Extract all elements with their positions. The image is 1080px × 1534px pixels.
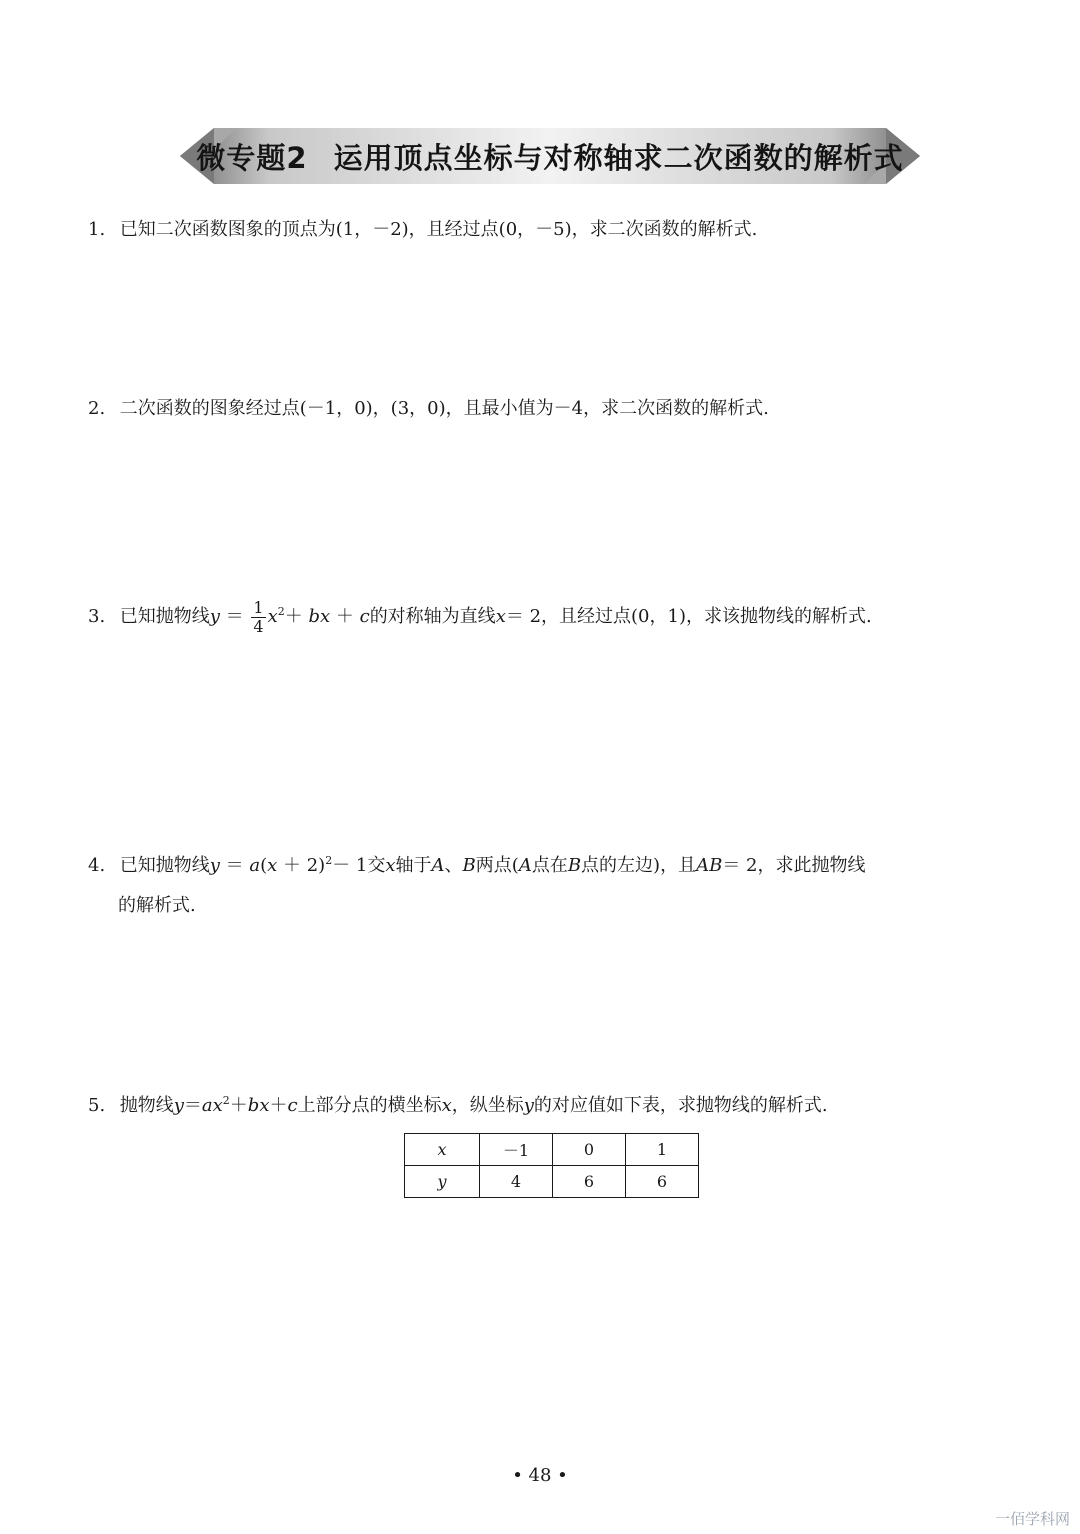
question-number: 5. [88, 1095, 106, 1116]
value-table [404, 1133, 699, 1198]
text-segment: 上部分点的横坐标 [297, 1095, 442, 1116]
table-cell: －1 [480, 1134, 553, 1166]
text-segment: ＋ 2) [277, 855, 326, 876]
text-segment: 轴于 [395, 855, 432, 876]
table-cell: 4 [480, 1166, 553, 1198]
exponent: 2 [277, 605, 285, 618]
math-var: AB [696, 855, 723, 876]
question-number: 4. [88, 855, 106, 876]
question-3 [88, 597, 872, 637]
text-segment: ＝ 2，且经过点(0，1)，求该抛物线的解析式. [505, 606, 872, 627]
fraction-numerator: 1 [253, 597, 264, 617]
math-var: bx [308, 606, 331, 627]
title-banner [180, 120, 920, 192]
text-segment: 的对称轴为直线 [369, 606, 496, 627]
text-segment: ＋ [284, 606, 309, 627]
question-continuation: 的解析式. [118, 895, 196, 916]
question-1 [88, 210, 757, 250]
math-var: c [287, 1095, 298, 1116]
math-var: x [495, 606, 506, 627]
math-var: bx [247, 1095, 270, 1116]
question-number: 2. [88, 398, 106, 419]
math-var: x [267, 855, 278, 876]
text-segment: 点在 [531, 855, 568, 876]
math-var: ax [201, 1095, 223, 1116]
page-number: • 48 • [512, 1465, 568, 1486]
text-segment: ＝ [219, 855, 250, 876]
text-segment: ( [260, 855, 268, 876]
math-var: A [518, 855, 532, 876]
text-segment: 已知抛物线 [119, 855, 210, 876]
math-var: c [359, 606, 370, 627]
text-segment: ＋ [330, 606, 360, 627]
exponent: 2 [222, 1094, 230, 1107]
math-var: y [523, 1095, 534, 1116]
table-row [405, 1166, 699, 1198]
text-segment: 点的左边)，且 [581, 855, 697, 876]
watermark: 一佰学科网 [994, 1510, 1070, 1528]
math-var: x [441, 1095, 452, 1116]
text-segment: ，纵坐标 [451, 1095, 524, 1116]
text-segment: － 1交 [332, 855, 386, 876]
text-segment: ＝ 2，求此抛物线 [722, 855, 866, 876]
math-var: A [431, 855, 445, 876]
math-var: a [249, 855, 261, 876]
exponent: 2 [325, 854, 333, 867]
math-var: x [267, 606, 278, 627]
text-segment: ＝ [183, 1095, 202, 1116]
question-4 [88, 846, 866, 926]
table-cell: 6 [553, 1166, 626, 1198]
text-segment: 两点( [475, 855, 519, 876]
question-text: 二次函数的图象经过点(－1，0)，(3，0)，且最小值为－4，求二次函数的解析式. [119, 398, 769, 419]
math-var: y [209, 855, 220, 876]
text-segment: 、 [444, 855, 463, 876]
text-segment: 已知抛物线 [119, 606, 210, 627]
title-label: 微专题2 [196, 140, 308, 175]
math-var: B [567, 855, 582, 876]
math-var: B [462, 855, 476, 876]
question-number: 1. [88, 219, 106, 240]
fraction-denominator: 4 [253, 616, 264, 636]
question-text: 已知二次函数图象的顶点为(1，－2)，且经过点(0，－5)，求二次函数的解析式. [119, 219, 758, 240]
text-segment: ＋ [269, 1095, 288, 1116]
question-2 [88, 389, 769, 429]
text-segment: ＝ [219, 606, 244, 627]
text-segment: 抛物线 [119, 1095, 174, 1116]
text-segment: ＋ [229, 1095, 248, 1116]
title-text: 运用顶点坐标与对称轴求二次函数的解析式 [333, 140, 904, 175]
text-segment: 的对应值如下表，求抛物线的解析式. [533, 1095, 828, 1116]
table-cell: 6 [626, 1166, 699, 1198]
fraction [251, 599, 265, 636]
question-5 [88, 1086, 828, 1126]
table-header-cell: x [405, 1134, 480, 1166]
math-var: y [173, 1095, 184, 1116]
table-header-cell: y [405, 1166, 480, 1198]
table-cell: 1 [626, 1134, 699, 1166]
table-cell: 0 [553, 1134, 626, 1166]
math-var: x [385, 855, 396, 876]
question-number: 3. [88, 606, 106, 627]
math-var: y [209, 606, 220, 627]
table-row [405, 1134, 699, 1166]
